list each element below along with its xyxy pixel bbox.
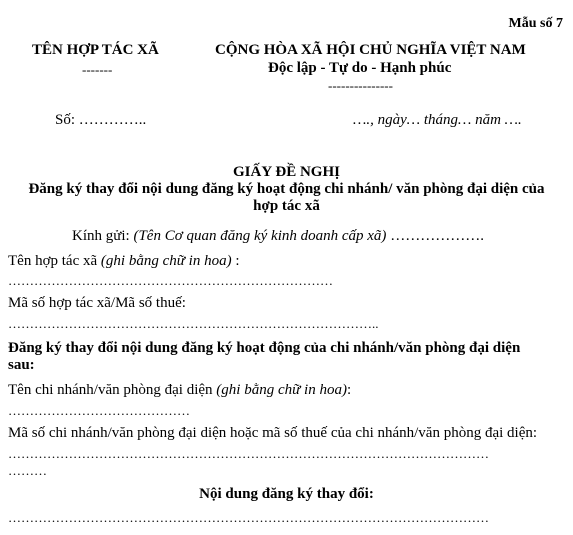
document-number: Số: ………….. bbox=[55, 112, 147, 128]
recipient-label: Kính gửi: bbox=[72, 228, 130, 244]
branch-name-label: Tên chi nhánh/văn phòng đại diện bbox=[8, 382, 213, 398]
branch-code-dots-2: ……… bbox=[8, 463, 47, 478]
branch-name-colon: : bbox=[346, 382, 352, 398]
change-dots: ………………………………………………………………………………………………… bbox=[8, 510, 489, 525]
form-number: Mẫu số 7 bbox=[508, 16, 563, 31]
branch-name-line bbox=[8, 382, 351, 399]
section-heading-line-1: Đăng ký thay đổi nội dung đăng ký hoạt động của chi nhánh/văn phòng đại diện bbox=[8, 340, 521, 356]
recipient-line bbox=[72, 228, 484, 245]
coop-name-line bbox=[8, 253, 240, 270]
coop-name-colon: : bbox=[235, 253, 240, 269]
recipient-dots: ………………. bbox=[390, 228, 484, 244]
org-name: TÊN HỢP TÁC XÃ bbox=[32, 42, 159, 58]
coop-name-label: Tên hợp tác xã bbox=[8, 253, 98, 269]
document-subtitle bbox=[0, 181, 573, 215]
document-title: GIẤY ĐỀ NGHỊ bbox=[233, 164, 340, 180]
branch-code-dots: ………………………………………………………………………………………………… bbox=[8, 446, 489, 461]
org-dash: ------- bbox=[82, 62, 113, 77]
recipient-note: (Tên Cơ quan đăng ký kinh doanh cấp xã) bbox=[133, 228, 387, 244]
motto-dash: --------------- bbox=[328, 78, 393, 93]
date-line: …., ngày… tháng… năm …. bbox=[353, 112, 522, 128]
subtitle-line-2: hợp tác xã bbox=[253, 198, 320, 214]
nation-title: CỘNG HÒA XÃ HỘI CHỦ NGHĨA VIỆT NAM bbox=[215, 42, 526, 58]
branch-name-note: (ghi bằng chữ in hoa) bbox=[216, 382, 347, 398]
coop-name-note: (ghi bằng chữ in hoa) bbox=[100, 253, 232, 269]
coop-code-dots: ………………………………………………………………………….. bbox=[8, 316, 379, 331]
section-heading bbox=[8, 340, 520, 374]
branch-code-label: Mã số chi nhánh/văn phòng đại diện hoặc mã số thuế của chi nhánh/văn phòng đại diện: bbox=[8, 425, 538, 441]
change-heading: Nội dung đăng ký thay đổi: bbox=[199, 486, 374, 502]
coop-code-label: Mã số hợp tác xã/Mã số thuế: bbox=[8, 295, 186, 311]
section-heading-line-2: sau: bbox=[8, 357, 35, 373]
branch-name-dots: …………………………………… bbox=[8, 403, 190, 418]
subtitle-line-1: Đăng ký thay đổi nội dung đăng ký hoạt động chi nhánh/ văn phòng đại diện của bbox=[28, 181, 545, 197]
motto: Độc lập - Tự do - Hạnh phúc bbox=[268, 60, 452, 76]
coop-name-dots: ………………………………………………………………… bbox=[8, 273, 333, 288]
